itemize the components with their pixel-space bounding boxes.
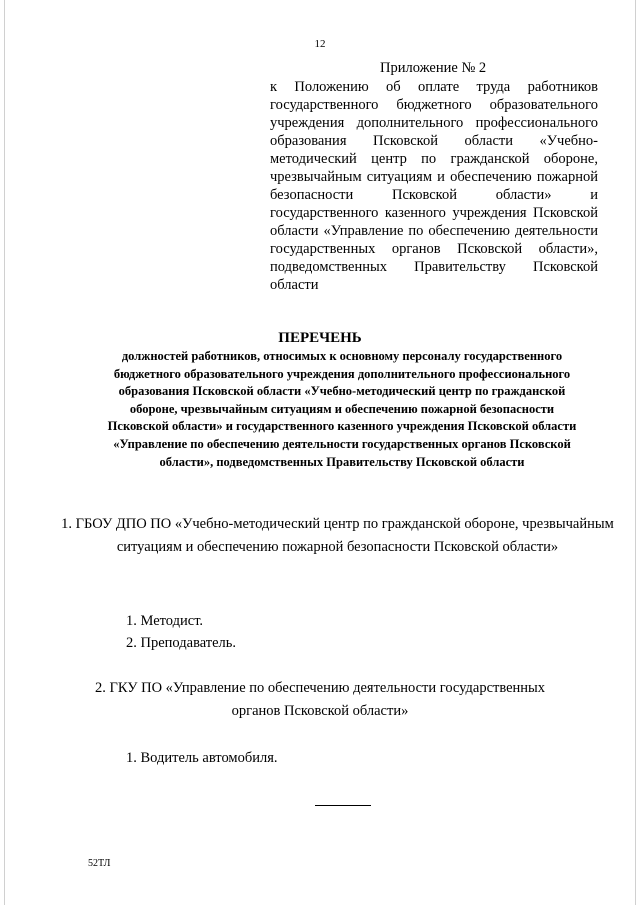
section-1-title: 1. ГБОУ ДПО ПО «Учебно-методический центр по гражданской обороне, чрезвычайным ситуациям и обеспечению пожарной безопасности Псковской области» [61,516,614,555]
scan-edge-left [4,0,5,905]
list-heading-subtitle: должностей работников, относимых к основному персоналу государственного бюджетного образовательного учреждения дополнительного профессионального образования Псковской области «Учебно-методический центр по гражданской обороне, чрезвычайным ситуациям и обеспечению пожарной безопасности Псковской области» и государственного казенного учреждения Псковской области «Управление по обеспечению деятельности государственных органов Псковской области», подведомственных Правительству Псковской области [107,349,577,469]
appendix-body: к Положению об оплате труда работников государственного бюджетного образовательного учреждения дополнительного профессионального образования Псковской области «Учебно-методический центр по гражданской обороне, чрезвычайным ситуациям и обеспечению пожарной безопасности Псковской области» и государственного казенного учреждения Псковской области «Управление по обеспечению деятельности государственных органов Псковской области», подведомственных Правительству Псковской области [270,79,598,293]
page-number: 12 [314,38,326,50]
separator-line [315,805,371,806]
list-heading-title: ПЕРЕЧЕНЬ [278,330,362,346]
section-2-title: 2. ГКУ ПО «Управление по обеспечению деятельности государственных органов Псковской области» [94,680,546,719]
appendix-title: Приложение № 2 [380,60,487,76]
footer-code: 52ТЛ [88,858,111,869]
scan-edge-right [635,0,636,905]
list-item: 1. Методист. [126,613,204,629]
list-item: 2. Преподаватель. [126,635,237,651]
list-item: 1. Водитель автомобиля. [126,750,278,766]
